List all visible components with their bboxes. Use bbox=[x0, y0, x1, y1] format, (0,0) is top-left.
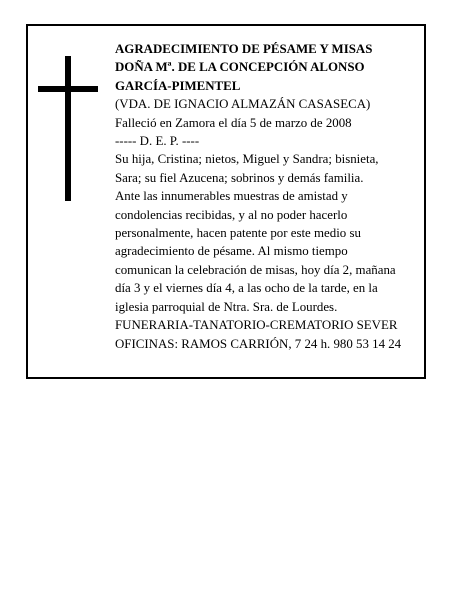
notice-text bbox=[115, 40, 425, 353]
widow-of-line: (VDA. DE IGNACIO ALMAZÁN CASASECA) bbox=[115, 97, 371, 112]
notice-heading: AGRADECIMIENTO DE PÉSAME Y MISAS bbox=[115, 42, 373, 56]
body-line-5: comunican la celebración de misas, hoy día 2, mañana bbox=[115, 262, 396, 277]
deceased-name-line-1: DOÑA Mª. DE LA CONCEPCIÓN ALONSO bbox=[115, 60, 365, 75]
family-line-1: Su hija, Cristina; nietos, Miguel y Sandra; bisnieta, bbox=[115, 152, 379, 167]
cross-horizontal-bar bbox=[38, 86, 98, 92]
death-date-line: Falleció en Zamora el día 5 de marzo de 2008 bbox=[115, 115, 352, 130]
cross-icon bbox=[38, 56, 98, 201]
obituary-notice bbox=[26, 24, 426, 379]
cross-vertical-bar bbox=[65, 56, 71, 201]
family-line-2: Sara; su fiel Azucena; sobrinos y demás familia. bbox=[115, 170, 364, 185]
rip-line: ----- D. E. P. ---- bbox=[115, 134, 200, 149]
body-line-1: Ante las innumerables muestras de amistad y bbox=[115, 189, 348, 204]
funeral-home-name: FUNERARIA-TANATORIO-CREMATORIO SEVER bbox=[115, 318, 398, 333]
body-line-3: personalmente, hacen patente por este medio su bbox=[115, 226, 361, 241]
funeral-home-contact: OFICINAS: RAMOS CARRIÓN, 7 24 h. 980 53 14 24 bbox=[115, 336, 402, 351]
deceased-name-line-2: GARCÍA-PIMENTEL bbox=[115, 78, 241, 93]
body-line-2: condolencias recibidas, y al no poder hacerlo bbox=[115, 207, 348, 222]
body-line-7: iglesia parroquial de Ntra. Sra. de Lourdes. bbox=[115, 299, 338, 314]
body-line-4: agradecimiento de pésame. Al mismo tiempo bbox=[115, 244, 348, 259]
body-line-6: día 3 y el viernes día 4, a las ocho de la tarde, en la bbox=[115, 281, 378, 296]
